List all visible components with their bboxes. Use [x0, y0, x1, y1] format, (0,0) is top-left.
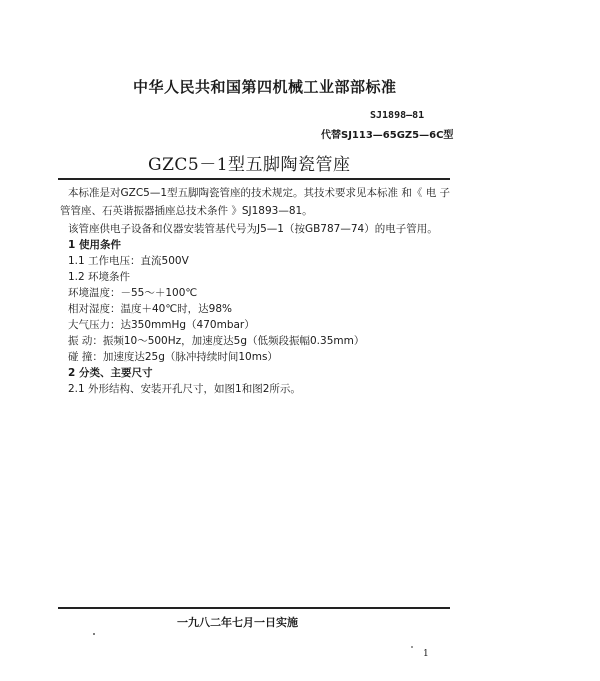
implementation-date: 一九八二年七月一日实施: [177, 616, 298, 629]
intro-paragraph-line-1: 本标准是对GZC5—1型五脚陶瓷管座的技术规定。其技术要求见本标准 和《 电 子: [68, 187, 451, 199]
org-standard-title: 中华人民共和国第四机械工业部部标准: [133, 78, 397, 96]
bottom-divider: [58, 607, 450, 609]
section-1-heading: 1 使用条件: [68, 239, 121, 251]
scan-speck: [411, 646, 413, 648]
section-2-heading: 2 分类、主要尺寸: [68, 367, 153, 379]
item-1-1: 1.1 工作电压：直流500V: [68, 255, 189, 267]
env-temperature: 环境温度：－55～＋100℃: [68, 287, 198, 299]
document-title: GZC5－1型五脚陶瓷管座: [148, 155, 351, 175]
vibration: 振 动：振频10～500Hz，加速度达5g（低频段振幅0.35mm）: [68, 335, 365, 347]
scan-speck: [93, 633, 95, 635]
intro-paragraph-line-2: 管管座、石英谐振器插座总技术条件 》SJ1893—81。: [60, 205, 313, 217]
replaces-standard: 代替SJ113—65GZ5—6C型: [321, 130, 454, 141]
top-divider: [58, 178, 450, 180]
shock: 碰 撞：加速度达25g（脉冲持续时间10ms）: [68, 351, 278, 363]
atmospheric-pressure: 大气压力：达350mmHg（470mbar）: [68, 319, 255, 331]
item-1-2: 1.2 环境条件: [68, 271, 131, 283]
intro-paragraph-line-3: 该管座供电子设备和仪器安装管基代号为J5—1（按GB787—74）的电子管用。: [68, 223, 438, 235]
item-2-1: 2.1 外形结构、安装开孔尺寸，如图1和图2所示。: [68, 383, 301, 395]
page-number: 1: [423, 649, 429, 659]
standard-number: SJ1898—81: [370, 110, 425, 121]
relative-humidity: 相对湿度：温度＋40℃时，达98%: [68, 303, 232, 315]
